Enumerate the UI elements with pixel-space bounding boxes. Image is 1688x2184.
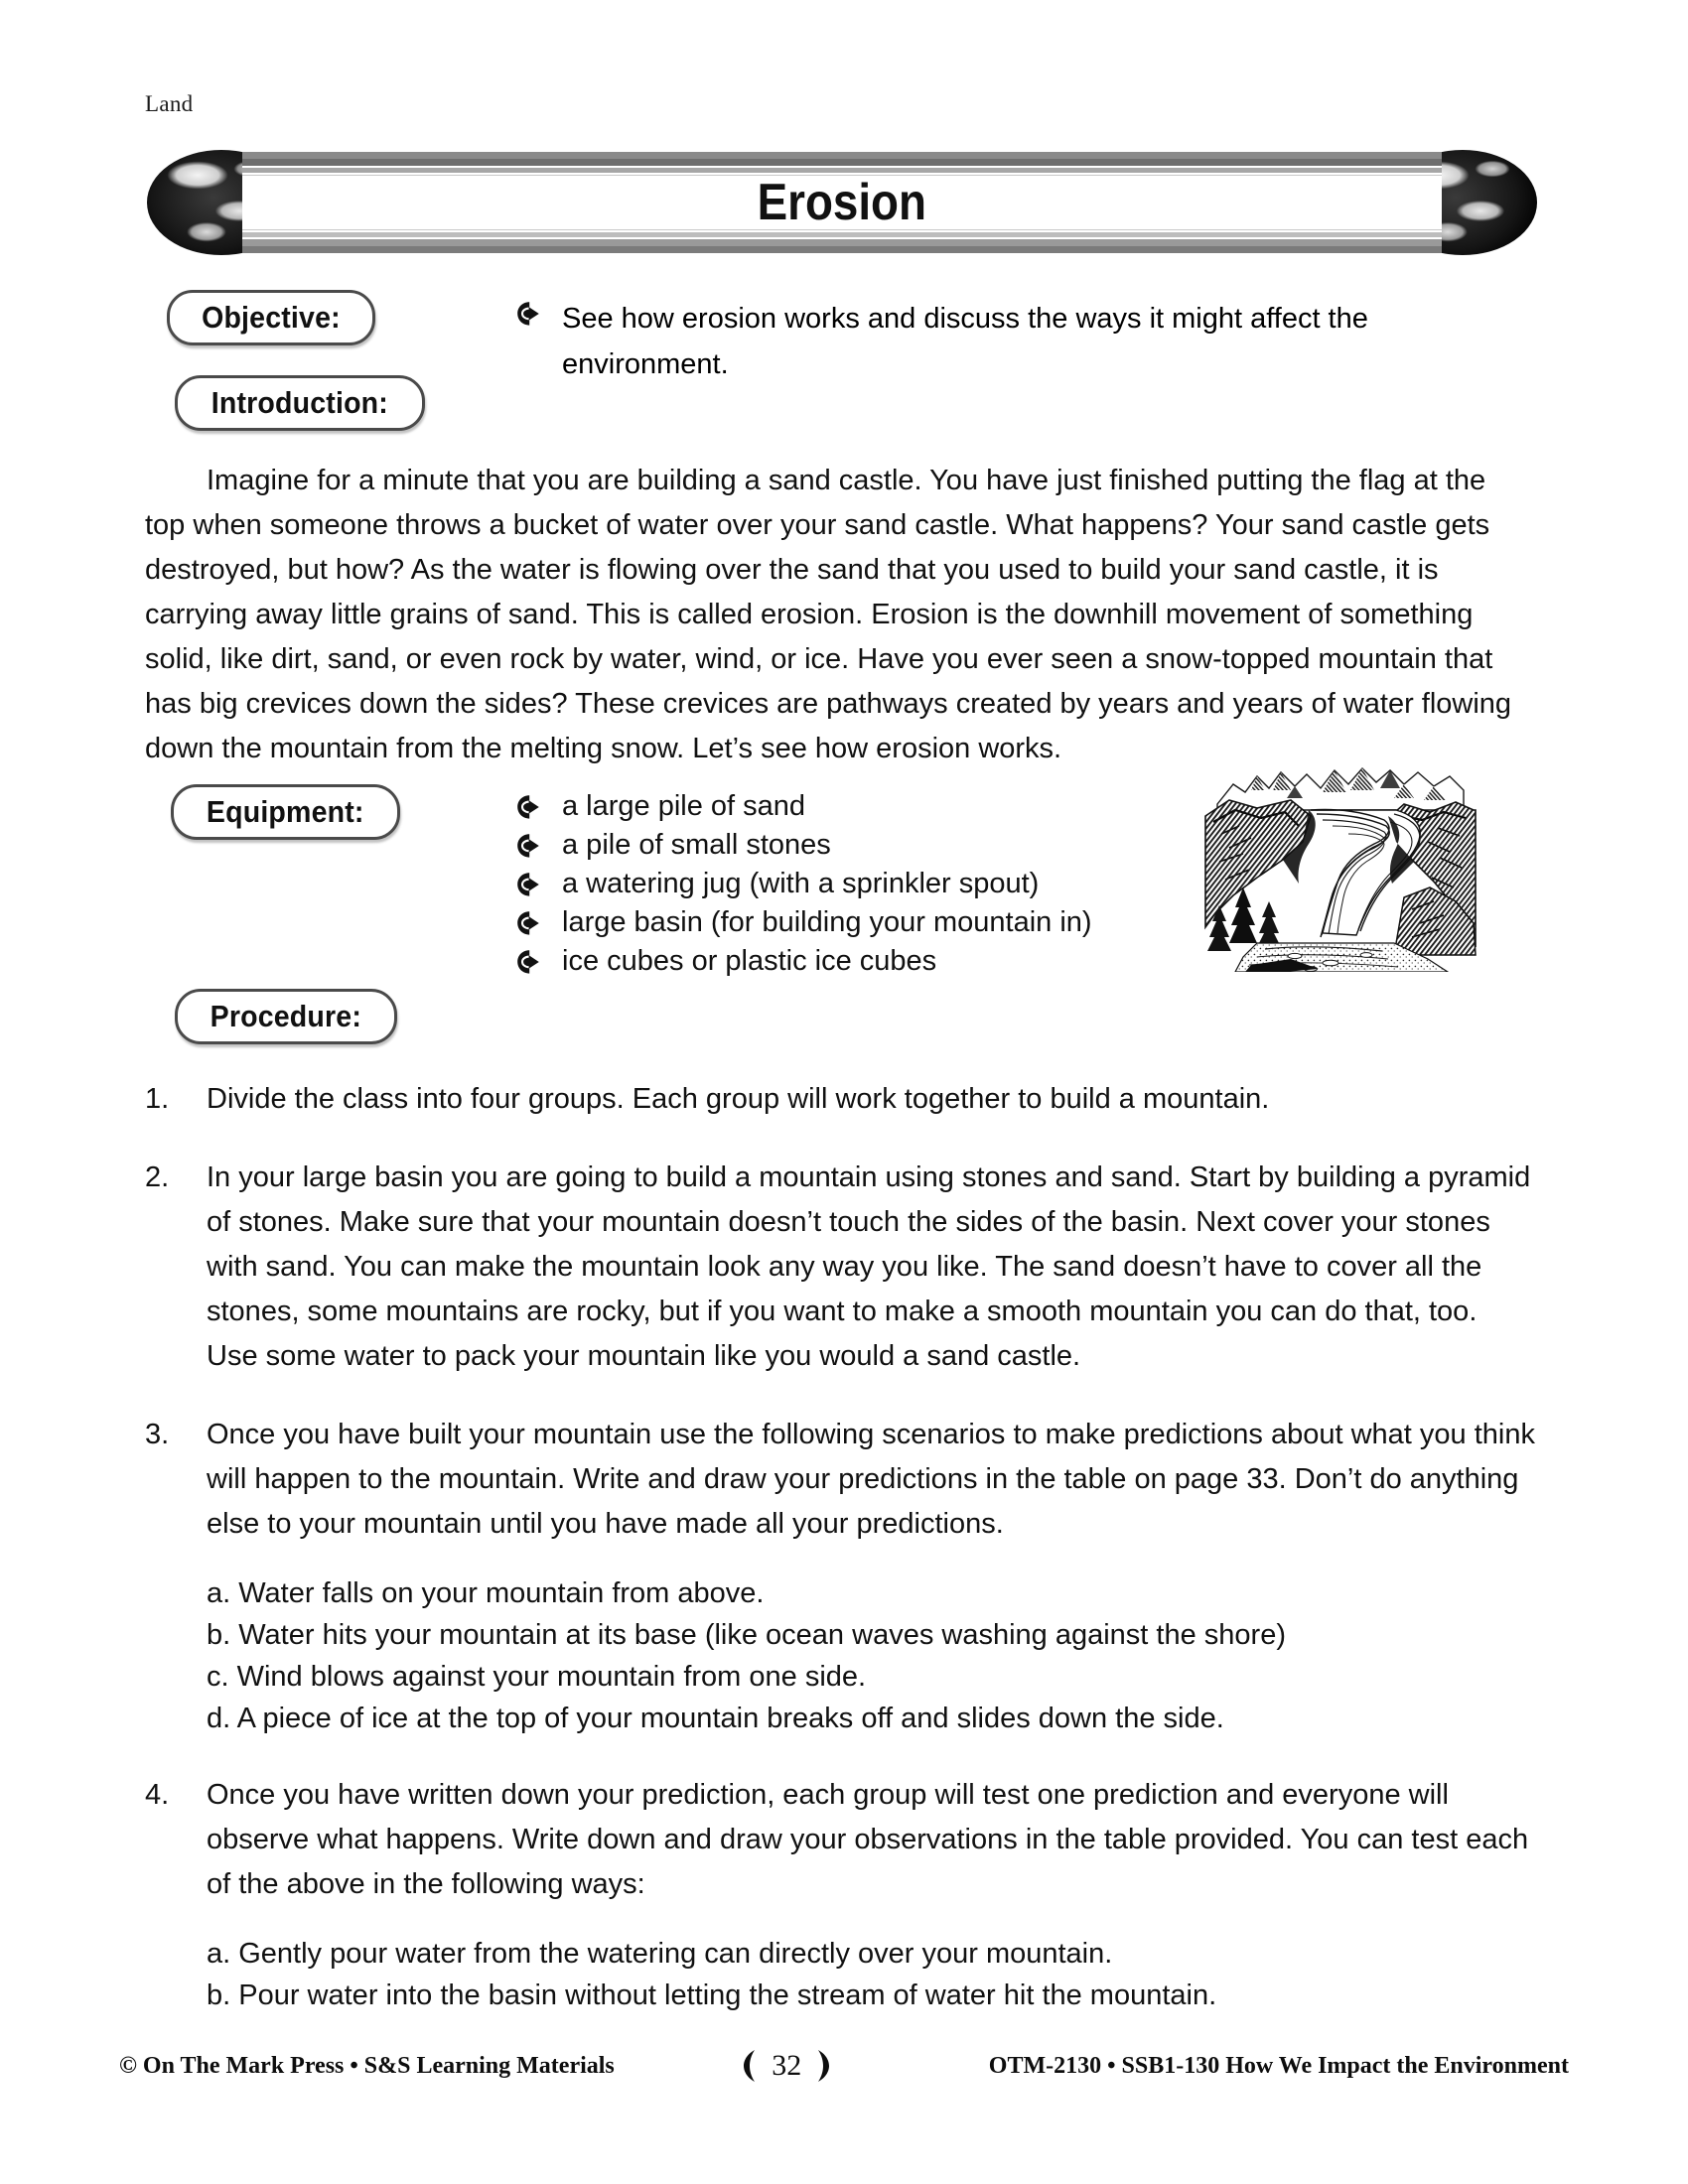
step-subitem: b. Pour water into the basin without letting the stream of water hit the mountain. (207, 1979, 1217, 2011)
step-number: 4. (145, 1779, 170, 1811)
footer-product-code: OTM-2130 • SSB1-130 How We Impact the Environment (988, 2052, 1569, 2079)
step-number: 2. (145, 1161, 170, 1193)
list-item (516, 905, 1211, 939)
right-ornament-icon (815, 2049, 831, 2083)
curved-arrow-bullet-icon (516, 833, 540, 859)
section-label-objective (167, 290, 375, 345)
footer-copyright: © On The Mark Press • S&S Learning Materials (119, 2052, 615, 2079)
step-subitem: b. Water hits your mountain at its base (like ocean waves washing against the shore) (207, 1619, 1286, 1651)
list-item (516, 867, 1211, 900)
section-label-procedure (175, 989, 397, 1044)
step-subitem: a. Water falls on your mountain from above. (207, 1577, 765, 1609)
section-label-procedure-text: Procedure: (210, 999, 362, 1033)
glacier-valley-mountain-illustration (1199, 739, 1479, 972)
section-label-introduction (175, 375, 425, 431)
page-title (212, 173, 1472, 232)
equipment-item-label: large basin (for building your mountain in) (562, 906, 1092, 938)
left-ornament-icon (742, 2049, 758, 2083)
title-banner (147, 149, 1537, 256)
step-subitem: d. A piece of ice at the top of your mountain breaks off and slides down the side. (207, 1703, 1224, 1734)
objective-block (516, 296, 1509, 387)
procedure-list (145, 1077, 1535, 2050)
step-subitem-list (207, 1572, 1535, 1739)
earth-globe-icon-right (1442, 149, 1537, 256)
objective-text: See how erosion works and discuss the ways it might affect the environment. (562, 303, 1368, 380)
list-item (516, 789, 1211, 823)
equipment-item-label: a pile of small stones (562, 829, 831, 861)
curved-arrow-bullet-icon (516, 872, 540, 897)
banner-band-top-2 (212, 159, 1472, 166)
step-text: Once you have built your mountain use the following scenarios to make predictions about what you think will happen to the mountain. Write and draw your predictions in the table on page 33. Don’t do anything else to your mountain until you have made all your predictions. (207, 1419, 1535, 1540)
equipment-list (516, 789, 1211, 983)
section-label-equipment-text: Equipment: (206, 794, 364, 829)
footer-page-indicator (742, 2049, 831, 2083)
running-head: Land (145, 91, 194, 116)
section-label-equipment (171, 784, 400, 840)
curved-arrow-bullet-icon (516, 910, 540, 936)
banner-band-bottom-3 (212, 232, 1472, 237)
list-item (145, 1077, 1535, 1122)
curved-arrow-bullet-icon (516, 301, 540, 327)
step-subitem: a. Gently pour water from the watering can directly over your mountain. (207, 1938, 1113, 1970)
step-number: 3. (145, 1419, 170, 1450)
equipment-item-label: a large pile of sand (562, 790, 806, 822)
step-text: In your large basin you are going to build a mountain using stones and sand. Start by building a pyramid of stones. Make sure that your mountain doesn’t touch the sides of the basin. Next cover your stones with sand. You can make the mountain look any way you like. The sand doesn’t have to cover all the stones, some mountains are rocky, but if you want to make a smooth mountain you can do that, too. Use some water to pack your mountain like you would a sand castle. (207, 1161, 1531, 1372)
equipment-item-label: ice cubes or plastic ice cubes (562, 945, 937, 977)
list-item (145, 1773, 1535, 2016)
step-number: 1. (145, 1083, 170, 1115)
page-title-text: Erosion (757, 174, 927, 231)
banner-band-top-1 (212, 152, 1472, 159)
banner-band-bottom-1 (212, 246, 1472, 253)
step-subitem-list (207, 1933, 1535, 2016)
introduction-paragraph: Imagine for a minute that you are building a sand castle. You have just finished putting the flag at the top when someone throws a bucket of water over your sand castle. What happens? Your sand castle gets destroyed, but how? As the water is flowing over the sand that you used to build your sand castle, it is carrying away little grains of sand. This is called erosion. Erosion is the downhill movement of something solid, like dirt, sand, or even rock by water, wind, or ice. Have you ever seen a snow-topped mountain that has big crevices down the sides? These crevices are pathways created by years and years of water flowing down the mountain from the melting snow. Let’s see how erosion works. (145, 465, 1512, 764)
page-number: 32 (772, 2049, 802, 2082)
curved-arrow-bullet-icon (516, 794, 540, 820)
banner-band-bottom-2 (212, 239, 1472, 246)
step-subitem: c. Wind blows against your mountain from one side. (207, 1661, 867, 1693)
step-text: Once you have written down your prediction, each group will test one prediction and everyone will observe what happens. Write down and draw your observations in the table provided. You can test each of the above in the following ways: (207, 1779, 1529, 1900)
list-item (145, 1413, 1535, 1739)
curved-arrow-bullet-icon (516, 949, 540, 975)
objective-bullet-row (516, 296, 1509, 387)
banner-inner-panel (212, 175, 1472, 230)
list-item (516, 944, 1211, 978)
step-text: Divide the class into four groups. Each group will work together to build a mountain. (207, 1083, 1270, 1115)
earth-globe-icon-left (147, 149, 242, 256)
page-footer (119, 2043, 1569, 2089)
list-item (516, 828, 1211, 862)
equipment-item-label: a watering jug (with a sprinkler spout) (562, 868, 1040, 899)
list-item (145, 1156, 1535, 1379)
section-label-introduction-text: Introduction: (211, 385, 388, 420)
section-label-objective-text: Objective: (202, 300, 341, 335)
